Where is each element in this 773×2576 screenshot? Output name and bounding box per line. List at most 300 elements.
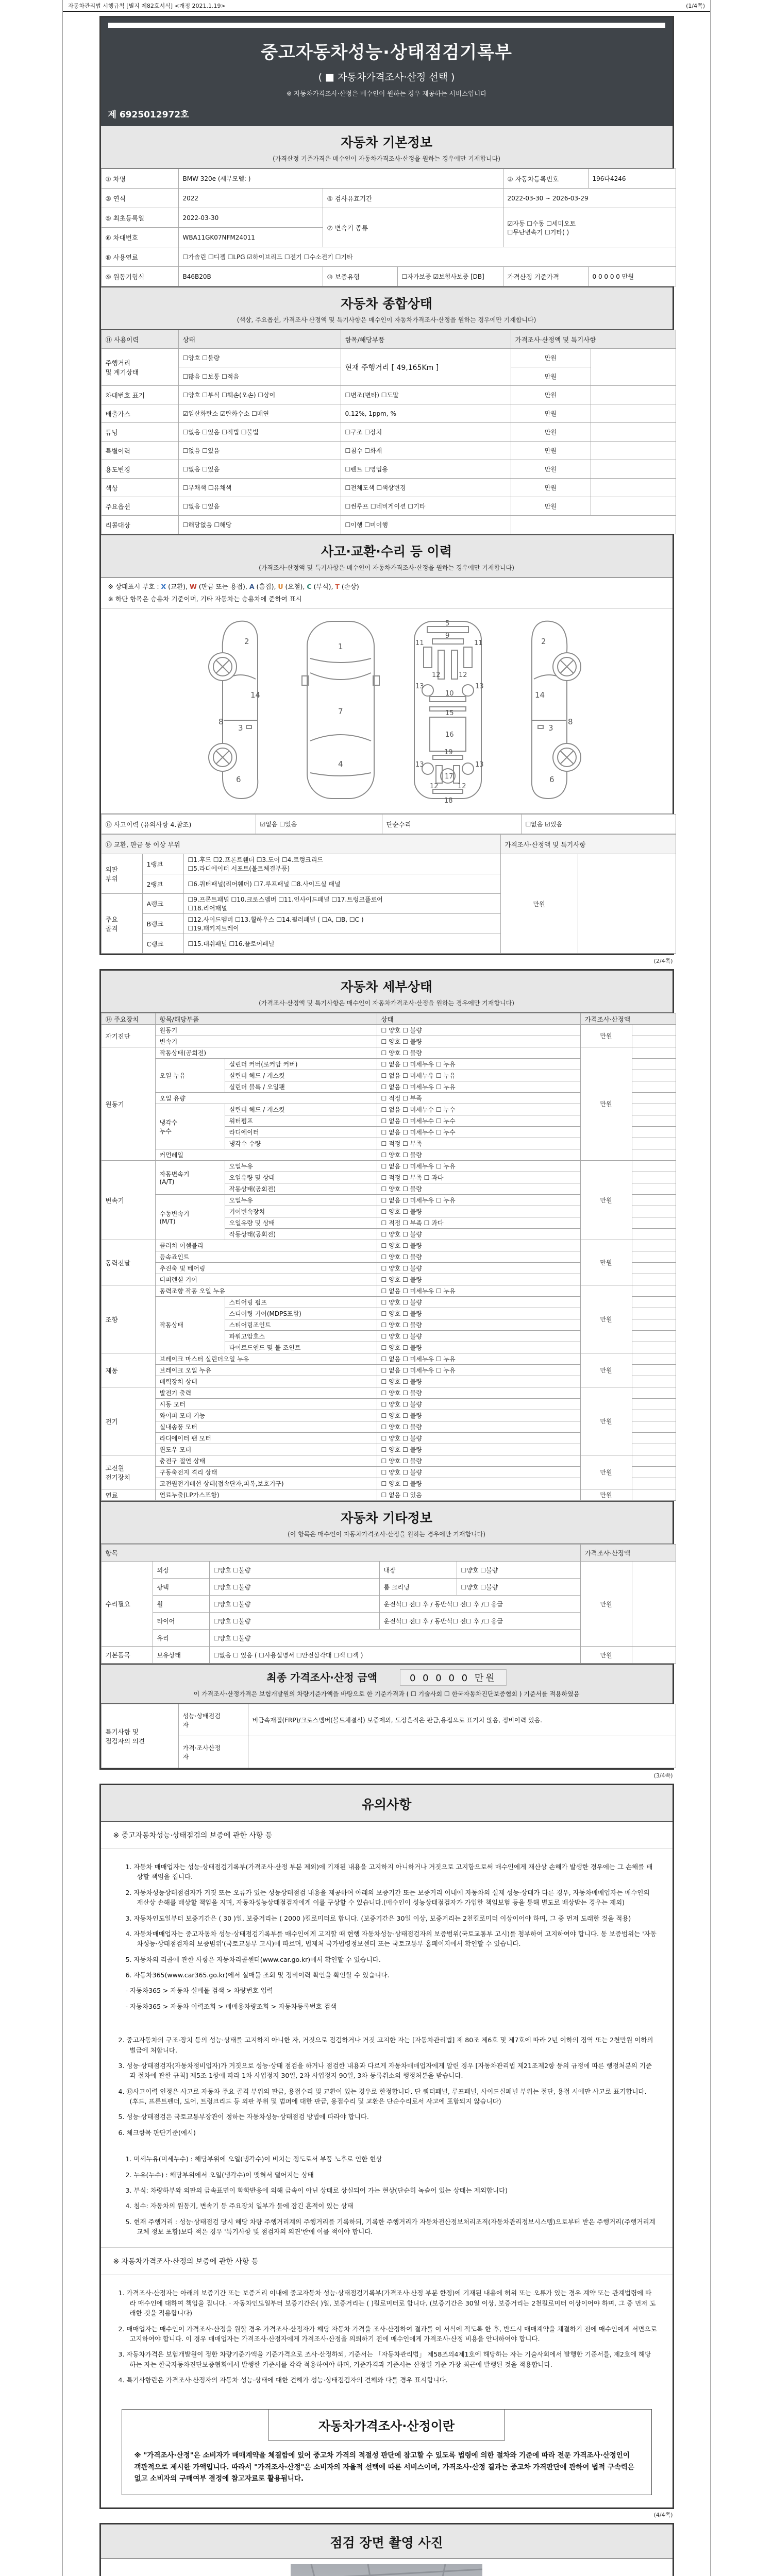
form-cell: 커먼레일: [155, 1149, 377, 1161]
page-marker-1: (1/4쪽): [686, 3, 705, 9]
notice-item: 2. 중고자동차의 구조·장치 등의 성능·상태를 고지하지 아니한 자, 거짓으로 점검하거나 거짓 고지한 자는 [자동차관리법] 제 80조 제6호 및 제7호에 따라 2년 이하의 징역 또는 2천만원 이하의 벌금에 처합니다.: [118, 2036, 653, 2054]
form-cell: ⑫ 사고이력 (유의사항 4.참조): [101, 815, 256, 834]
notice-item: 2. 매매업자는 매수인이 가격조사·산정을 원할 경우 가격조사·산정자가 해당 자동차 가격을 조사·산정하여 결과를 이 서식에 적도록 한 후, 반드시 매매계약을 체결하기 전에 매수인에게 서면으로 고지하여야 합니다. 이 경우 매매업자는 가격조사·산정자에게 가격조사·산정을 의뢰하기 전에 매수인에게 가격조사·산정 비용을 안내하여야 합니다.: [118, 2325, 657, 2343]
form-cell: 원동기: [155, 1025, 377, 1036]
form-cell: ☐ 양호 ☐ 불량: [377, 1183, 580, 1195]
section-basic-title: 자동차 기본정보: [341, 135, 432, 150]
inspection-photo-front: [291, 2564, 482, 2576]
form-cell: 운전석☐ 전☐ 후 / 동반석☐ 전☐ 후 /☐ 응급: [379, 1596, 580, 1613]
legend-code: U: [278, 583, 283, 590]
notice-section1-title: ※ 중고자동차성능·상태점검의 보증에 관한 사항 등: [101, 1822, 673, 1849]
form-cell: 제동: [101, 1353, 155, 1387]
form-cell: ☑없음 ☐있음: [256, 815, 382, 834]
form-cell: ⑦ 변속기 종류: [323, 208, 503, 247]
form-cell: ⑤ 최초등록일: [101, 208, 178, 228]
svg-text:16: 16: [445, 731, 454, 739]
form-cell: ☐구조 ☐장치: [341, 423, 511, 442]
form-cell: [632, 1387, 676, 1399]
svg-text:6: 6: [236, 775, 241, 784]
svg-text:15: 15: [445, 709, 454, 717]
form-cell: ☐ 없음 ☐ 미세누수 ☐ 누수: [377, 1104, 580, 1115]
form-cell: [591, 442, 676, 460]
form-cell: 스티어링조인트: [225, 1319, 377, 1331]
form-cell: ⑧ 사용연료: [101, 247, 178, 267]
svg-text:2: 2: [541, 637, 546, 646]
form-cell: 만원: [580, 1285, 632, 1353]
form-cell: 파워고압호스: [225, 1331, 377, 1342]
form-cell: 만원: [580, 1161, 632, 1240]
form-cell: ☐ 양호 ☐ 불량: [377, 1331, 580, 1342]
form-cell: BMW 320e (세부모델: ): [178, 169, 503, 189]
form-cell: 오일누유: [225, 1161, 377, 1172]
form-cell: ☐ 적정 ☐ 부족 ☐ 과다: [377, 1172, 580, 1183]
form-cell: 스티어링 기어(MDPS포함): [225, 1308, 377, 1319]
form-cell: ☐ 양호 ☐ 불량: [377, 1297, 580, 1308]
form-cell: ☐양호 ☐불량: [178, 349, 341, 367]
basic-info-table: [101, 168, 676, 286]
form-cell: 고전원전기배선 상태(접속단자,피복,보호기구): [155, 1478, 377, 1489]
form-cell: 만원: [511, 460, 591, 479]
notice-item: 3. 성능·상태점검자(자동차정비업자)가 거짓으로 성능·상태 점검을 하거나 점검한 내용과 다르게 자동차매매업자에게 알린 경우 [자동차관리법 제21조제2항 등의 규정에 따른 행정처분의 기준과 절차에 관한 규칙] 제5조 1항에 따라 1차 사업정지 30일, 2차 사업정지 90일, 3차 등록취소의 행정처분을 받습니다.: [118, 2061, 652, 2080]
form-cell: 주요옵션: [101, 497, 178, 516]
notice-item: 2. 자동차성능상태점검자가 거짓 또는 오류가 있는 성능상태점검 내용을 제공하여 아래의 보증기간 또는 보증거리 이내에 자동차의 실제 성능·상태가 다른 경우, 자동차매매업자는 매수인의 재산상 손해를 배상할 책임을 지며, 자동차성능상태점검자에게 이를 구상할 수 있습니다.(매수인이 성능상태점검자가 가입한 책임보험 등을 통해 별도로 배상받는 경우는 제외): [125, 1888, 650, 1907]
form-cell: 라디에이터 팬 모터: [155, 1433, 377, 1444]
form-cell: ☐ 양호 ☐ 불량: [377, 1251, 580, 1263]
section-other-title: 자동차 기타정보: [341, 1511, 432, 1526]
form-cell: ☐해당없음 ☐해당: [178, 516, 341, 534]
form-cell: ☐없음 ☐ 있음 ( ☐사용설명서 ☐안전삼각대 ☐잭 ☐잭 ): [209, 1647, 580, 1664]
notice-item: 3. 자동차가격은 보험개발원이 정한 차량기준가액을 기준가격으로 조사·산정하되, 기준서는 「자동차관리법」 제58조의4제1호에 해당하는 자는 기술사회에서 발행한 기준서를, 제2호에 해당하는 자는 한국자동차진단보증협회에서 발행한 기준서를 각각 적용하여야 하며, 기준가격과 기준서는 산정일 기준 가장 최근에 발행된 것을 적용합니다.: [118, 2350, 651, 2368]
final-price-band: [101, 1664, 673, 1704]
doc-header: [101, 18, 673, 126]
form-cell: ☐가솔린 ☐디젤 ☐LPG ☑하이브리드 ☐전기 ☐수소전기 ☐기타: [178, 247, 676, 267]
form-cell: ☐렌트 ☐영업용: [341, 460, 511, 479]
form-cell: ☐ 양호 ☐ 불량: [377, 1467, 580, 1478]
form-cell: [632, 1195, 676, 1206]
form-cell: 수리필요: [101, 1562, 153, 1647]
form-cell: ☐ 양호 ☐ 불량: [377, 1308, 580, 1319]
notice-item: - 자동차365 > 자동차 실매물 검색 > 차량번호 입력: [125, 1987, 273, 1995]
form-cell: [632, 1240, 676, 1251]
legend-code: T: [335, 583, 340, 590]
form-cell: 작동상태(공회전): [225, 1229, 377, 1240]
panel-rank-table: [101, 834, 676, 954]
form-cell: [632, 1444, 676, 1455]
column-header-cell: 가격조사·산정액: [580, 1013, 676, 1025]
price-definition-box: [122, 2409, 652, 2495]
form-cell: [632, 1025, 676, 1036]
form-cell: ☐없음 ☐있음: [178, 497, 341, 516]
form-cell: ☐ 적정 ☐ 부족: [377, 1093, 580, 1104]
svg-text:12: 12: [429, 783, 439, 790]
form-cell: 발전기 출력: [155, 1387, 377, 1399]
form-cell: 2022: [178, 189, 323, 208]
page-marker-3: (3/4쪽): [653, 1772, 673, 1779]
form-cell: 만원: [511, 367, 591, 386]
form-cell: ☐ 양호 ☐ 불량: [377, 1036, 580, 1047]
photos-title: 점검 장면 촬영 사진: [330, 2535, 443, 2551]
form-cell: ☐15.대쉬패널 ☐16.플로어패널: [183, 934, 500, 954]
form-cell: 기본품목: [101, 1647, 153, 1664]
svg-text:12: 12: [431, 671, 441, 679]
form-cell: ☐썬루프 ☐네비게이션 ☐기타: [341, 497, 511, 516]
form-cell: 주요 골격: [101, 894, 142, 954]
form-rule-line: [63, 0, 710, 12]
form-cell: 만원: [511, 442, 591, 460]
svg-text:13: 13: [475, 761, 484, 769]
form-cell: [632, 1115, 676, 1127]
form-cell: ☐양호 ☐불량: [457, 1562, 580, 1579]
form-cell: 자기진단: [101, 1025, 155, 1047]
form-cell: ☐ 양호 ☐ 불량: [377, 1421, 580, 1433]
form-cell: ☐침수 ☐화재: [341, 442, 511, 460]
svg-text:12: 12: [457, 783, 466, 790]
form-cell: ① 차명: [101, 169, 178, 189]
accident-history-table: [101, 814, 676, 834]
svg-text:3: 3: [238, 723, 243, 733]
form-cell: ☐ 양호 ☐ 불량: [377, 1444, 580, 1455]
form-cell: ☐ 양호 ☐ 불량: [377, 1263, 580, 1274]
form-cell: ☐이행 ☐미이행: [341, 516, 511, 534]
form-cell: 연료: [101, 1489, 155, 1501]
form-cell: 196다4246: [588, 169, 676, 189]
form-cell: ③ 연식: [101, 189, 178, 208]
notice-block3: [101, 2275, 673, 2396]
form-cell: ☐ 없음 ☐ 미세누수 ☐ 누수: [377, 1115, 580, 1127]
form-cell: ⑨ 원동기형식: [101, 267, 178, 286]
form-cell: ☐ 없음 ☐ 있음: [377, 1489, 580, 1501]
svg-text:10: 10: [445, 690, 454, 698]
form-cell: 냉각수 수량: [225, 1138, 377, 1149]
form-cell: 디퍼렌셜 기어: [155, 1274, 377, 1285]
form-cell: ☐ 양호 ☐ 불량: [377, 1342, 580, 1353]
form-cell: B46B20B: [178, 267, 323, 286]
form-cell: 실내송풍 모터: [155, 1421, 377, 1433]
final-price-title: 최종 가격조사·산정 금액: [266, 1671, 378, 1684]
form-cell: 와이퍼 모터 기능: [155, 1410, 377, 1421]
other-info-table: [101, 1544, 676, 1664]
section-detail-header: [101, 971, 673, 1013]
form-cell: [632, 1070, 676, 1081]
form-cell: 특기사항 및 점검자의 의견: [101, 1704, 178, 1768]
column-header-cell: 항목/해당부품: [341, 330, 511, 349]
form-cell: ☐ 양호 ☐ 불량: [377, 1399, 580, 1410]
section-basic-header: [101, 126, 673, 168]
form-cell: [632, 1319, 676, 1331]
overall-state-table: [101, 330, 676, 534]
form-cell: ☐무채색 ☐유채색: [178, 479, 341, 497]
svg-text:9: 9: [445, 632, 449, 640]
form-cell: 용도변경: [101, 460, 178, 479]
car-diagram: [101, 612, 673, 807]
form-cell: 만원: [580, 1240, 632, 1285]
form-cell: 만원: [500, 854, 578, 954]
form-cell: 만원: [580, 1455, 632, 1489]
legend-code: X: [161, 583, 166, 590]
form-cell: 변속기: [101, 1161, 155, 1240]
form-cell: [632, 1285, 676, 1297]
doc-note: ※ 자동차가격조사·산정은 매수인이 원하는 경우 제공하는 서비스입니다: [286, 90, 487, 97]
form-cell: 고전원 전기장치: [101, 1455, 155, 1489]
form-cell: 현재 주행거리 [ 49,165Km ]: [341, 349, 511, 386]
notice-section2-title: ※ 자동차가격조사·산정의 보증에 관한 사항 등: [101, 2247, 673, 2275]
form-cell: 동력전달: [101, 1240, 155, 1285]
form-cell: 클러치 어셈블리: [155, 1240, 377, 1251]
form-cell: 추진축 및 베어링: [155, 1263, 377, 1274]
inspection-photos: [101, 2559, 673, 2576]
form-cell: ☐ 적정 ☐ 부족: [377, 1138, 580, 1149]
form-cell: [632, 1455, 676, 1467]
form-cell: 스티어링 펌프: [225, 1297, 377, 1308]
form-cell: [632, 1433, 676, 1444]
column-header-cell: ⑭ 주요장치: [101, 1013, 155, 1025]
form-cell: B랭크: [142, 914, 183, 934]
form-cell: [591, 479, 676, 497]
form-cell: 만원: [580, 1025, 632, 1047]
svg-text:19: 19: [444, 749, 453, 756]
notice-item: 5. 성능·상태점검은 국토교통부장관이 정하는 자동차성능·상태점검 방법에 따라야 합니다.: [118, 2113, 369, 2121]
status-code-legend: ※ 상태표시 부호 : X (교환), W (판금 또는 용접), A (흠집), U (요철), C (부식), T (손상): [108, 583, 359, 590]
form-cell: ☐ 없음 ☐ 미세누유 ☐ 누유: [377, 1161, 580, 1172]
form-cell: 동력조향 작동 오일 누유: [155, 1285, 377, 1297]
price-definition-text: ※ "가격조사·산정"은 소비자가 매매계약을 체결함에 있어 중고차 가격의 적절성 판단에 참고할 수 있도록 법령에 의한 절차와 기준에 따라 전문 가격조사·산정인이 객관적으로 제시한 가액입니다. 따라서 "가격조사·산정"은 소비자의 자율적 선택에 따른 서비스이며, 가격조사·산정 결과는 중고차 가격판단에 관하여 법적 구속력은 없고 소비자의 구매여부 결정에 참고자료로 활용됩니다.: [134, 2451, 634, 2483]
form-cell: [632, 1206, 676, 1217]
form-cell: ⑥ 차대번호: [101, 228, 178, 247]
form-cell: ☐ 양호 ☐ 불량: [377, 1376, 580, 1387]
form-cell: [591, 404, 676, 423]
form-cell: 작동상태(공회전): [225, 1183, 377, 1195]
form-cell: ☐ 양호 ☐ 불량: [377, 1478, 580, 1489]
form-cell: 만원: [580, 1387, 632, 1455]
form-cell: 만원: [580, 1489, 632, 1501]
form-cell: 배출가스: [101, 404, 178, 423]
form-cell: [632, 1172, 676, 1183]
form-cell: 2022-03-30: [178, 208, 323, 228]
form-cell: [632, 1399, 676, 1410]
svg-text:3: 3: [548, 723, 553, 733]
column-header-cell: 가격조사·산정액 및 특기사항: [511, 330, 676, 349]
form-cell: ☐ 양호 ☐ 불량: [377, 1387, 580, 1399]
legend-code: W: [190, 583, 197, 590]
form-cell: [632, 1297, 676, 1308]
header-white-strip: [108, 23, 665, 28]
notice-item: 5. 자동차의 리콜에 관한 사항은 자동차리콜센터(www.car.go.kr)에서 확인할 수 있습니다.: [125, 1955, 381, 1963]
doc-subtitle: ( ■ 자동차가격조사·산정 선택 ): [318, 72, 455, 83]
form-cell: 비금속재질(FRP)/크로스멤버(볼트체결식) 보증제외, 도장흔적은 판금,용접으로 표기치 않음, 정비이력 있음.: [248, 1704, 676, 1736]
form-cell: [632, 1353, 676, 1365]
form-cell: 리콜대상: [101, 516, 178, 534]
form-cell: [632, 1149, 676, 1161]
form-cell: 실린더 헤드 / 개스킷: [225, 1104, 377, 1115]
form-cell: 수동변속기 (M/T): [155, 1195, 225, 1240]
svg-text:5: 5: [445, 620, 449, 628]
svg-text:14: 14: [250, 690, 260, 700]
form-cell: 내장: [379, 1562, 457, 1579]
form-cell: [248, 1736, 676, 1768]
notice-header: [101, 1785, 673, 1822]
form-cell: ⑬ 교환, 판금 등 이상 부위: [101, 835, 500, 854]
section-other-header: [101, 1501, 673, 1544]
svg-text:4: 4: [338, 759, 343, 769]
notice-block2: [101, 2022, 673, 2148]
form-cell: ☐양호 ☐불량: [209, 1613, 379, 1630]
form-cell: [578, 854, 676, 954]
form-cell: 유리: [153, 1630, 209, 1647]
form-cell: 만원: [511, 423, 591, 442]
form-cell: ☐ 없음 ☐ 미세누유 ☐ 누유: [377, 1353, 580, 1365]
form-cell: 만원: [580, 1047, 632, 1161]
form-cell: ☐ 없음 ☐ 미세누유 ☐ 누유: [377, 1195, 580, 1206]
form-cell: 만원: [511, 479, 591, 497]
form-cell: 배력장치 상태: [155, 1376, 377, 1387]
section-overall-subtitle: (색상, 주요옵션, 가격조사·산정액 및 특기사항은 매수인이 자동차가격조사·산정을 원하는 경우에만 기재합니다): [237, 316, 536, 324]
form-cell: [632, 1342, 676, 1353]
form-cell: [591, 460, 676, 479]
form-cell: ☐ 양호 ☐ 불량: [377, 1149, 580, 1161]
notice-item: 2. 누유(누수) : 해당부위에서 오일(냉각수)이 맺혀서 떨어지는 상태: [125, 2171, 314, 2179]
form-cell: [591, 423, 676, 442]
form-cell: ☐없음 ☑있음: [521, 815, 676, 834]
form-cell: A랭크: [142, 894, 183, 914]
form-cell: [632, 1263, 676, 1274]
form-cell: ☐ 양호 ☐ 불량: [377, 1025, 580, 1036]
form-cell: 특별이력: [101, 442, 178, 460]
photos-header: [101, 2524, 673, 2559]
form-cell: 만원: [580, 1562, 632, 1647]
page-marker-2: (2/4쪽): [653, 958, 673, 964]
form-cell: 오일유량 및 상태: [225, 1217, 377, 1229]
notice-item: 5. 현재 주행거리 : 성능·상태점검 당시 해당 차량 주행거리계의 주행거리를 기록하되, 기록한 주행거리가 자동차전산정보처리조직(자동차관리정보시스템)으로부터 받은 주행거리(주행거리계 교체 정보 포함)보다 적은 경우 '특기사항 및 점검자의 의견'란에 이를 적어야 합니다.: [125, 2217, 656, 2235]
svg-text:8: 8: [218, 717, 224, 726]
form-cell: [632, 1081, 676, 1093]
form-cell: 실린더 커버(로커암 커버): [225, 1059, 377, 1070]
form-cell: 가격·조사산정 자: [178, 1736, 248, 1768]
form-cell: ☐ 적정 ☐ 부족 ☐ 과다: [377, 1217, 580, 1229]
svg-text:17: 17: [444, 773, 453, 781]
form-cell: [632, 1647, 676, 1664]
form-cell: ☐ 양호 ☐ 불량: [377, 1240, 580, 1251]
svg-text:11: 11: [474, 639, 483, 647]
form-cell: 0.12%, 1ppm, %: [341, 404, 511, 423]
section-other-subtitle: (이 항목은 매수인이 자동차가격조사·산정을 원하는 경우에만 기재합니다): [288, 1531, 485, 1538]
section-accident-header: [101, 534, 673, 578]
form-cell: 보유상태: [153, 1647, 209, 1664]
section-overall-header: [101, 286, 673, 330]
form-cell: 윈도우 모터: [155, 1444, 377, 1455]
form-cell: 오일유량 및 상태: [225, 1172, 377, 1183]
form-cell: 0 0 0 0 0 만원: [588, 267, 676, 286]
form-cell: [632, 1217, 676, 1229]
column-header-cell: ⑪ 사용이력: [101, 330, 178, 349]
section-basic-subtitle: (가격산정 기준가격은 매수인이 자동차가격조사·산정을 원하는 경우에만 기재합니다): [273, 155, 500, 162]
form-cell: ☐변조(변타) ☐도말: [341, 386, 511, 404]
form-cell: [632, 1410, 676, 1421]
page4-box: [99, 2523, 674, 2576]
svg-text:11: 11: [415, 639, 424, 647]
form-cell: [632, 1229, 676, 1240]
form-cell: [632, 1036, 676, 1047]
form-cell: 외장: [153, 1562, 209, 1579]
form-cell: 만원: [511, 349, 591, 367]
column-header-cell: 가격조사·산정액: [580, 1545, 676, 1562]
form-cell: ☐양호 ☐불량: [209, 1630, 580, 1647]
form-cell: 실린더 헤드 / 개스킷: [225, 1070, 377, 1081]
form-cell: 실린더 블록 / 오일팬: [225, 1081, 377, 1093]
form-cell: 외판 부위: [101, 854, 142, 894]
form-cell: 냉각수 누수: [155, 1104, 225, 1149]
document-frame: [62, 0, 711, 2576]
form-cell: [632, 1489, 676, 1501]
form-cell: ☐ 없음 ☐ 미세누수 ☐ 누수: [377, 1127, 580, 1138]
form-cell: [632, 1161, 676, 1172]
form-cell: 휠: [153, 1596, 209, 1613]
svg-text:12: 12: [458, 671, 467, 679]
form-cell: 전기: [101, 1387, 155, 1455]
form-cell: 주행거리 및 계기상태: [101, 349, 178, 386]
form-cell: ☐많음 ☐보통 ☐적음: [178, 367, 341, 386]
form-cell: [632, 1127, 676, 1138]
section-overall-title: 자동차 종합상태: [341, 296, 432, 311]
notice-item: 1. 자동차 매매업자는 성능·상태점검기록부(가격조사·산정 부분 제외)에 기재된 내용을 고지하지 아니하거나 거짓으로 고지함으로써 매수인에게 재산상 손해가 발생한 경우에는 그 손해를 배상할 책임을 집니다.: [125, 1863, 653, 1881]
form-cell: ☐전체도색 ☐색상변경: [341, 479, 511, 497]
form-cell: ☐양호 ☐부식 ☐훼손(오손) ☐상이: [178, 386, 341, 404]
form-cell: ☐ 양호 ☐ 불량: [377, 1410, 580, 1421]
form-cell: ☐ 없음 ☐ 미세누유 ☐ 누유: [377, 1285, 580, 1297]
notice-item: 1. 가격조사·산정자는 아래의 보증기간 또는 보증거리 이내에 중고자동차 성능·상태점검기록부(가격조사·산정 부분 한정)에 기재된 내용에 허위 또는 오류가 있는 경우 계약 또는 관계법령에 따라 매수인에 대하여 책임을 집니다. · 자동차인도일부터 보증기간은( )일, 보증거리는 ( )킬로미터로 합니다. (보증기간은 30일 이상, 보증거리는 2천킬로미터 이상이어야 하며, 그 중 먼저 도래한 것을 적용합니다): [118, 2289, 656, 2317]
form-cell: 작동상태(공회전): [155, 1047, 377, 1059]
final-price-amount: 0 0 0 0 0 만원: [400, 1669, 507, 1686]
form-cell: ☐ 없음 ☐ 미세누유 ☐ 누유: [377, 1070, 580, 1081]
form-cell: ☐1.후드 ☐2.프론트휀더 ☐3.도어 ☐4.트렁크리드 ☐5.라디에이터 서포트(볼트체결부품): [183, 854, 500, 874]
svg-text:1: 1: [338, 642, 343, 651]
svg-text:13: 13: [415, 683, 424, 690]
form-cell: ☐ 없음 ☐ 미세누유 ☐ 누유: [377, 1365, 580, 1376]
form-cell: 1랭크: [142, 854, 183, 874]
form-cell: ☐9.프론트패널 ☐10.크로스멤버 ☐11.인사이드패널 ☐17.트렁크플로어 ☐18.리어패널: [183, 894, 500, 914]
notice-block1: [101, 1849, 673, 2022]
form-cell: ☐12.사이드멤버 ☐13.휠하우스 ☐14.필러패널 ( ☐A, ☐B, ☐C ) ☐19.패키지트레이: [183, 914, 500, 934]
form-cell: ☐ 양호 ☐ 불량: [377, 1433, 580, 1444]
notice-item: 3. 부식: 차량하부와 외판의 금속표면이 화학반응에 의해 금속이 아닌 상태로 상실되어 가는 현상(단순히 녹슬어 있는 상태는 제외합니다): [125, 2186, 508, 2194]
form-cell: 타이로드엔드 및 볼 조인트: [225, 1342, 377, 1353]
form-cell: [632, 1274, 676, 1285]
form-cell: [632, 1331, 676, 1342]
doc-title: 중고자동차성능·상태점검기록부: [261, 42, 512, 63]
notice-item: 6. 자동차365(www.car365.go.kr)에서 실매물 조회 및 정비이력 확인을 확인할 수 있습니다.: [125, 1971, 390, 1979]
notice-item: 1. 미세누유(미세누수) : 해당부위에 오일(냉각수)이 비치는 정도로서 부품 노후로 인한 현상: [125, 2155, 382, 2163]
column-header-cell: 상태: [377, 1013, 580, 1025]
form-cell: 만원: [580, 1353, 632, 1387]
inspector-opinion-table: [101, 1704, 676, 1768]
rule-text: 자동차관리법 시행규칙 [별지 제82호서식] <개정 2021.1.19>: [68, 3, 226, 9]
form-cell: ④ 검사유효기간: [323, 189, 503, 208]
diagram-note: ※ 하단 항목은 승용차 기준이며, 기타 자동차는 승용차에 준하여 표시: [101, 592, 673, 609]
form-cell: 구동축전지 격리 상태: [155, 1467, 377, 1478]
form-cell: ☐양호 ☐불량: [209, 1596, 379, 1613]
legend-code: A: [249, 583, 255, 590]
form-cell: ☐양호 ☐불량: [209, 1562, 379, 1579]
form-cell: 원동기: [101, 1047, 155, 1161]
car-diagram-area: [101, 609, 673, 814]
svg-text:18: 18: [444, 797, 453, 805]
form-cell: ☑자동 ☐수동 ☐세미오토 ☐무단변속기 ☐기타( ): [503, 208, 676, 247]
form-cell: [511, 516, 676, 534]
notice-item: 4. 자동차매매업자는 중고자동차 성능·상태점검기록부를 매수인에게 고지할 때 현행 자동차성능·상태점검자의 보증범위(국토교통부 고시)를 첨부하여 고지하여야 합니다. 동 보증범위는 '자동차성능·상태점검자의 보증범위'(국토교통부 고시)에 따르며, 법제처 국가법령정보센터 또는 국토교통부 홈페이지에서 확인할 수 있습니다.: [125, 1929, 657, 1948]
form-cell: ② 자동차등록번호: [503, 169, 588, 189]
form-cell: ☐ 양호 ☐ 불량: [377, 1274, 580, 1285]
form-cell: 만원: [511, 386, 591, 404]
form-cell: 오일 유량: [155, 1093, 377, 1104]
